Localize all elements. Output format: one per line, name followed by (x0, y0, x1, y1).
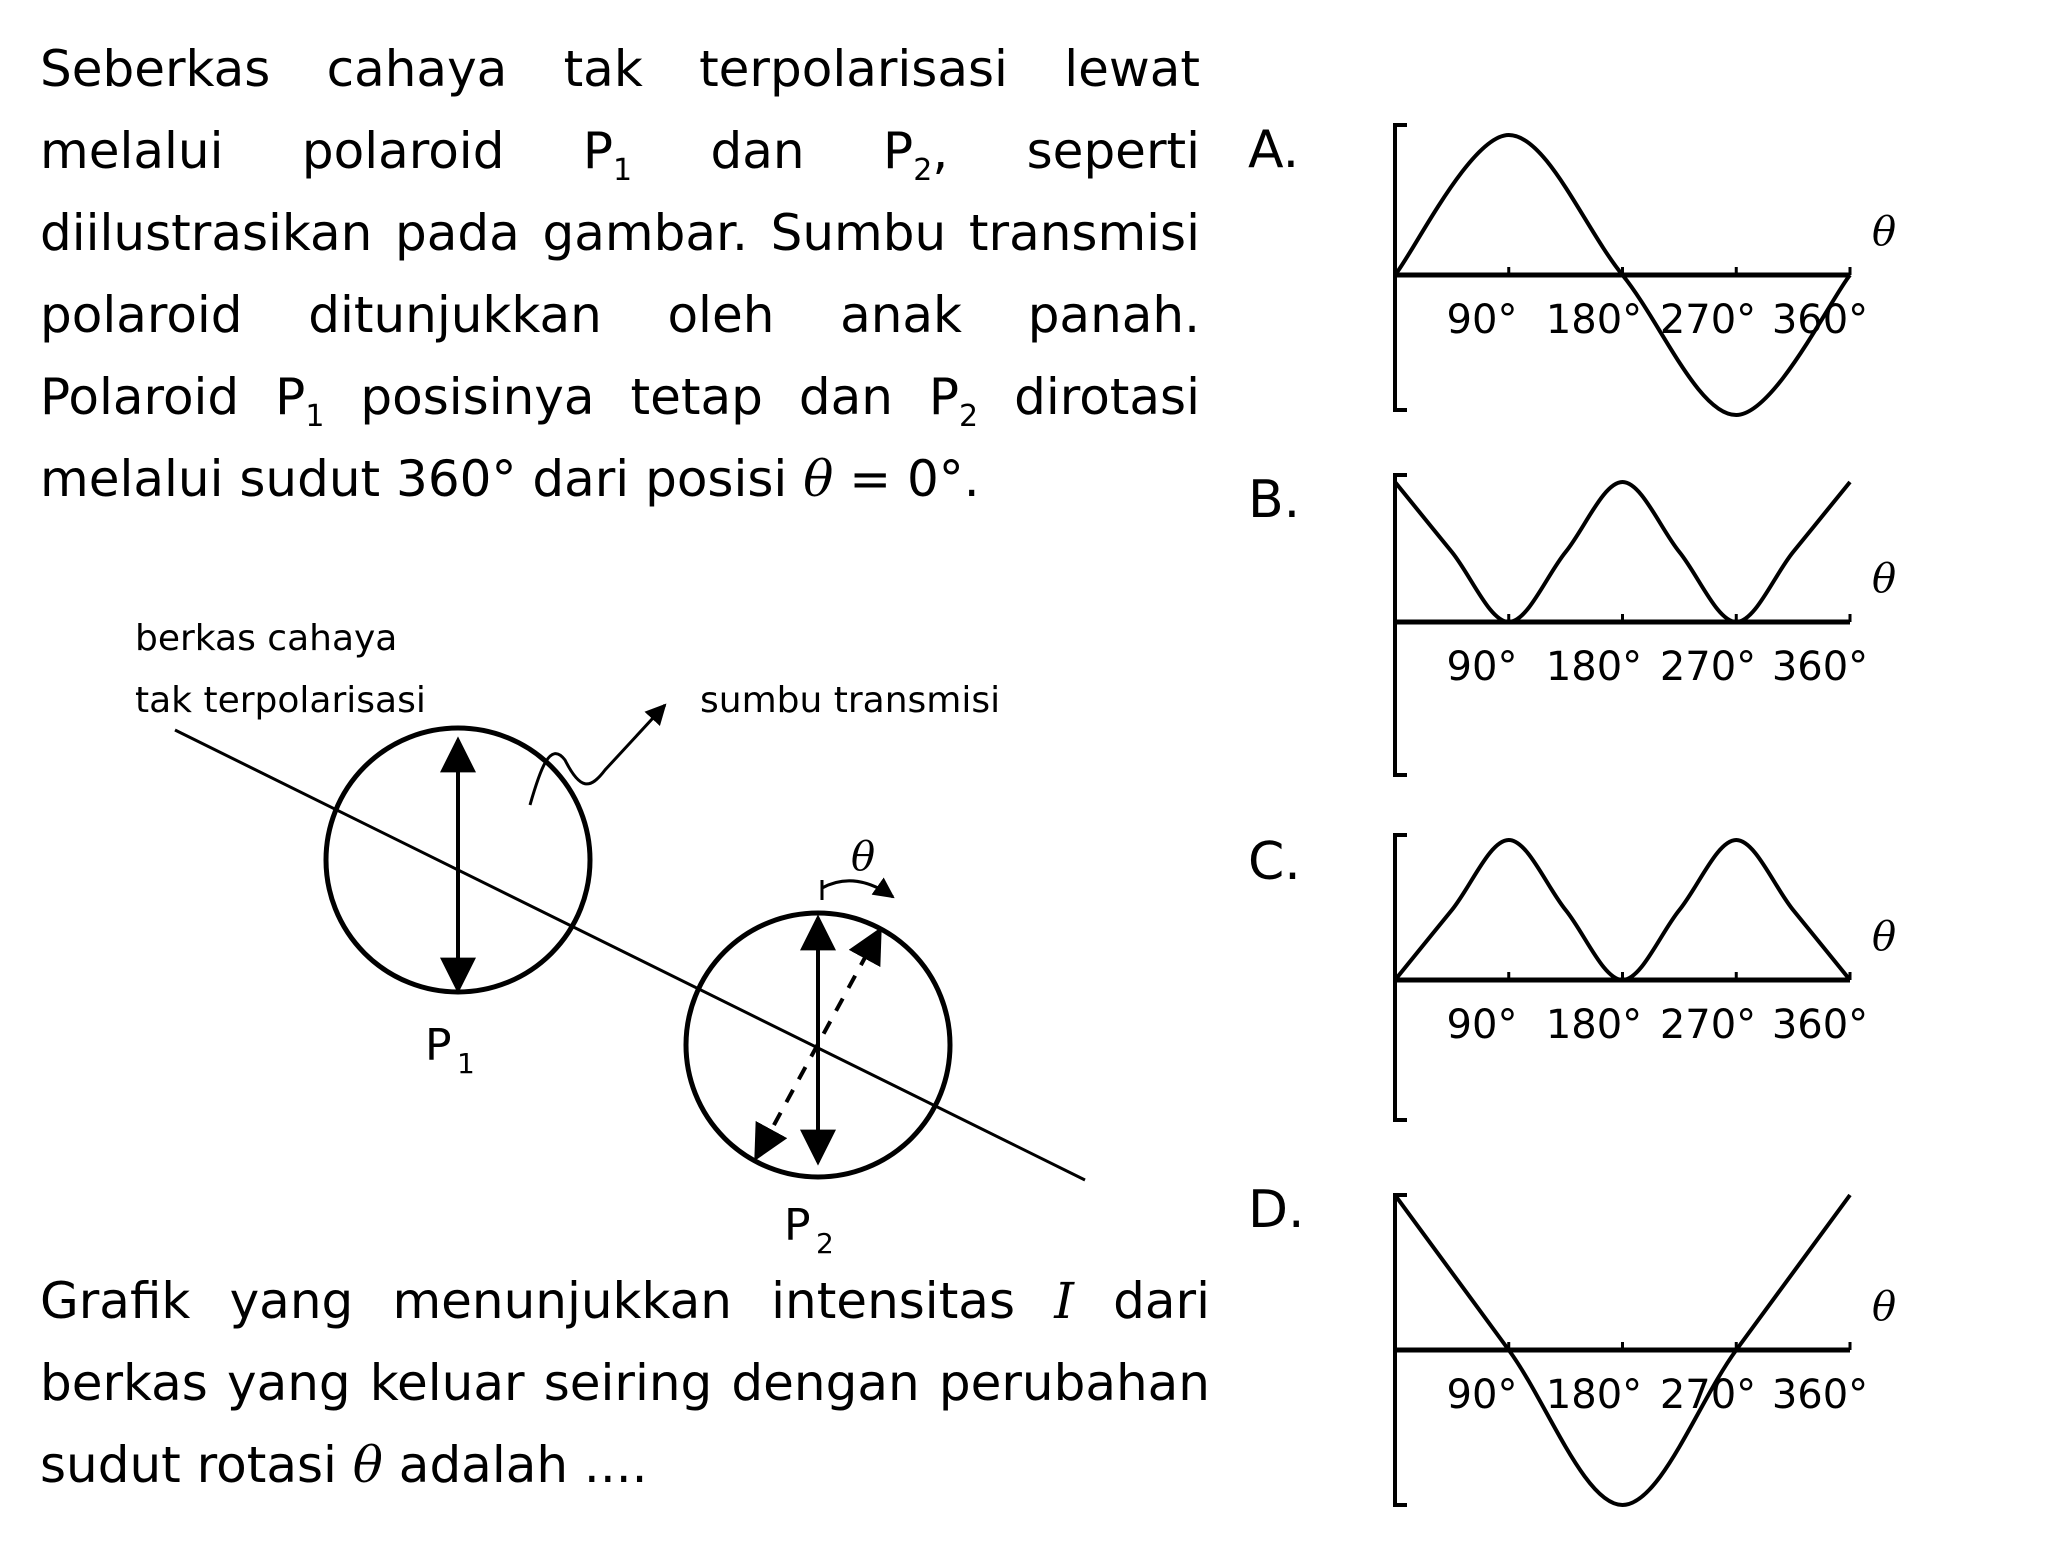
option-c-theta-label: θ (1872, 914, 1897, 960)
question-part: posisinya tetap dan P (324, 368, 960, 426)
p1-label: P (425, 1020, 452, 1071)
theta-label: θ (851, 834, 876, 880)
theta-symbol: θ (803, 450, 834, 508)
option-b-intensity-curve (1395, 482, 1850, 622)
subscript: 1 (305, 399, 325, 434)
option-b-tick-label: 360° (1771, 644, 1869, 690)
option-b-y-axis (1395, 475, 1407, 775)
option-c-tick-label: 180° (1545, 1002, 1643, 1048)
prompt-part: adalah .... (382, 1436, 648, 1494)
option-a-tick-label: 180° (1545, 297, 1643, 343)
option-c-tick-label: 270° (1659, 1002, 1757, 1048)
light-beam-line (175, 730, 1085, 1180)
option-b-theta-label: θ (1872, 556, 1897, 602)
theta-arc (822, 881, 893, 897)
option-b-tick-label: 90° (1446, 644, 1518, 690)
question-part: = 0°. (833, 450, 980, 508)
p2-label: P (784, 1200, 811, 1251)
option-c-label[interactable]: C. (1248, 832, 1301, 892)
question-part: , seperti diilustrasikan pada gambar. Sumbu transmisi polaroid ditunjukkan oleh anak panah. Polaroid P (40, 122, 1201, 426)
option-c-tick-label: 90° (1446, 1002, 1518, 1048)
option-a-tick-label: 360° (1771, 297, 1869, 343)
intensity-symbol: I (1054, 1272, 1074, 1330)
question-part: dan P (632, 122, 914, 180)
p2-sub: 2 (816, 1227, 834, 1260)
subscript: 2 (959, 399, 979, 434)
option-a-theta-label: θ (1872, 209, 1897, 255)
option-a-tick-label: 90° (1446, 297, 1518, 343)
subscript: 2 (913, 153, 933, 188)
option-d-tick-label: 360° (1771, 1372, 1869, 1418)
prompt-part: dari berkas yang keluar seiring dengan perubahan sudut rotasi (40, 1272, 1210, 1494)
question-text (40, 28, 1200, 520)
option-a-tick-label: 270° (1659, 297, 1757, 343)
option-b-tick-label: 270° (1659, 644, 1757, 690)
label-transmission-axis: sumbu transmisi (700, 680, 1001, 721)
question-part: dirotasi melalui sudut 360° dari posisi (40, 368, 1200, 508)
label-unpolarized-line1: berkas cahaya (135, 618, 398, 659)
label-unpolarized-line2: tak terpolarisasi (135, 680, 426, 721)
option-graphs (1230, 0, 2046, 1563)
option-c-intensity-curve (1395, 840, 1850, 980)
option-b-label[interactable]: B. (1248, 470, 1301, 530)
option-d-label[interactable]: D. (1248, 1180, 1305, 1240)
option-d-theta-label: θ (1872, 1284, 1897, 1330)
p1-sub: 1 (457, 1047, 475, 1080)
polaroid-diagram (0, 600, 1200, 1260)
option-c-tick-label: 360° (1771, 1002, 1869, 1048)
prompt-text (40, 1260, 1210, 1506)
question-part: Seberkas cahaya tak terpolarisasi lewat melalui polaroid P (40, 40, 1200, 180)
theta-symbol: θ (352, 1436, 383, 1494)
option-d-tick-label: 180° (1545, 1372, 1643, 1418)
subscript: 1 (613, 153, 633, 188)
axis-pointer-arrow (530, 705, 665, 805)
option-b-tick-label: 180° (1545, 644, 1643, 690)
option-d-tick-label: 90° (1446, 1372, 1518, 1418)
prompt-part: Grafik yang menunjukkan intensitas (40, 1272, 1055, 1330)
option-a-label[interactable]: A. (1248, 120, 1300, 180)
option-d-tick-label: 270° (1659, 1372, 1757, 1418)
